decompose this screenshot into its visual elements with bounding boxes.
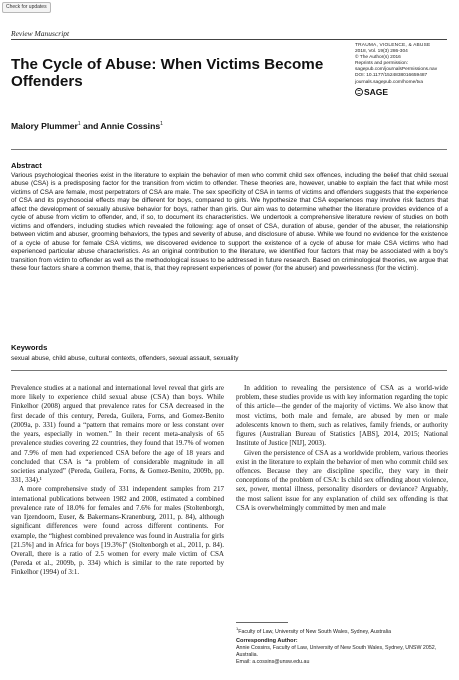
journal-homepage-link[interactable]: journals.sagepub.com/home/tva xyxy=(355,79,423,85)
author-name: Annie Cossins xyxy=(100,121,161,131)
affiliation-text: Faculty of Law, University of New South Wales, Sydney, Australia xyxy=(238,628,392,635)
journal-name: TRAUMA, VIOLENCE, & ABUSE xyxy=(355,43,431,48)
author-affiliation-marker: 1 xyxy=(77,121,81,128)
corresponding-email[interactable]: Email: a.cossins@unsw.edu.au xyxy=(236,658,310,665)
abstract-divider xyxy=(11,149,447,150)
article-type-label: Review Manuscript xyxy=(11,29,70,38)
affiliation-marker: 1 xyxy=(236,626,239,631)
body-paragraph: A more comprehensive study of 331 independent samples from 217 international publications between 1982 and 2008, estimated a combined prevalence rate of 18.0% for females and 7.6% for males (Stoltenborgh, van Ijzendoorn, Euser, & Bakermans-Kranenburg, 2011, p. 84), although significant differences were found across different continents. For example, the “highest combined prevalence was found in Australia for girls [21.5%] and in Africa for boys [19.3%]” (Stoltenborgh et al., 2011, p. 84). Overall, there is a ratio of 2.5 women for every male victim of CSA (Pereda et al., 2009b, p. 334) which is similar to the rate reported by Finkelhor (1994) of 3:1. xyxy=(11,485,224,577)
journal-reprints: Reprints and permission: xyxy=(355,61,409,67)
affiliation-note xyxy=(236,626,451,635)
permissions-link[interactable]: sagepub.com/journalsPermissions.nav xyxy=(355,67,438,73)
footnote xyxy=(236,626,451,665)
check-for-updates-button[interactable]: Check for updates xyxy=(2,2,51,13)
body-column-right xyxy=(236,384,448,513)
author-name: Malory Plummer xyxy=(11,121,78,131)
author-affiliation-marker: 1 xyxy=(160,121,163,128)
author-line xyxy=(11,121,163,131)
doi-link[interactable]: DOI: 10.1177/1524838016659487 xyxy=(355,73,428,79)
body-column-left xyxy=(11,384,224,578)
body-paragraph: Given the persistence of CSA as a worldwide problem, various theories exist in the literature to explain the behavior of men who commit child sex offences. Because they are discipline specific, they vary in their conceptions of the problem of CSA: Is child sex offending about violence, sex, power, mental illness, personality disorders or deviance? Arguably, the most salient issue for any explanation of child sex offending is that CSA is overwhelmingly committed by men and male xyxy=(236,448,448,512)
keywords-divider xyxy=(11,370,447,371)
author-joiner: and xyxy=(83,121,99,131)
keywords-text: sexual abuse, child abuse, cultural contexts, offenders, sexual assault, sexuality xyxy=(11,355,239,362)
abstract-heading: Abstract xyxy=(11,161,42,170)
keywords-heading: Keywords xyxy=(11,343,48,352)
header-divider xyxy=(11,39,447,40)
journal-volume: 2018, Vol. 19(3) 286-304 xyxy=(355,49,408,55)
corresponding-author-text: Annie Cossins, Faculty of Law, University of New South Wales, Sydney, UNSW 2052, Australia. xyxy=(236,645,437,658)
body-paragraph: In addition to revealing the persistence of CSA as a world-wide problem, these studies provide us with key information regarding the topic of this article—the gender of the majority of victims. We also know that most victims, both male and female, are abused by men or male adolescents known to them, such as relatives, family friends, or authority figures (Australian Bureau of Statistics [ABS], 2014, 2015; National Institute of Justice [NIJ], 2003). xyxy=(236,384,448,448)
publisher-logo xyxy=(355,87,455,97)
abstract-text: Various psychological theories exist in the literature to explain the behavior of men who commit child sex offences, including the belief that child sexual abuse (CSA) is a predisposing factor for the transition from victim to offender. These theories are, however, unable to explain the fact that while most victims of CSA are female, most perpetrators of CSA are male. The sex specificity of CSA in terms of victims and offenders suggests that the experience of CSA and its psychosocial effects may be different for boys, compared to girls. We hypothesize that CSA experiences may involve risk factors that affect the development of sexually abusive behavior for boys, rather than girls. Our aim was to determine whether the literature provides evidence of a cycle of abuse from victim to offender, and, if so, to document its characteristics. We undertook a comprehensive literature review of studies on both victims and offenders, including studies which revealed the following: age of onset of CSA, duration of abuse, gender of the abuser, the relationship between victim and abuser, grooming behaviors, the types and severity of abuse, and disclosure of abuse. While we found no evidence for the existence of a cycle of abuse for female CSA victims, we discovered evidence to support the existence of a cycle of abuse for male CSA victims who had experienced particular abuse characteristics. As an original contribution to the literature, we identified four factors that may be associated with a boy's transition from victim to offender as well as the methodological issues to be addressed in future research. Based on criminological theories, we argue that these four factors share a common theme, that is, that they represent experiences of power (for the abuser) and powerlessness (for the victim). xyxy=(11,172,448,272)
publisher-name: SAGE xyxy=(364,86,389,97)
footnote-divider xyxy=(236,622,288,623)
body-paragraph: Prevalence studies at a national and international level reveal that girls are more likely to experience child sexual abuse (CSA) than boys. While Finkelhor (2008) argued that prevalence rates for CSA decreased in the first decade of this century, Pereda, Guilera, Forns, and Gomez-Benito (2009a, p. 331) found a “pattern that remains more or less constant over the years, especially in women.” In their recent meta-analysis of 65 prevalence studies covering 22 countries, they found that 19.7% of women and 7.9% of men had experienced CSA before the age of 18 years and concluded that CSA is “a problem of considerable magnitude in all societies analyzed” (Pereda, Guilera, Forns, & Gomez-Benito, 2009b, pp. 331, 334).¹ xyxy=(11,384,224,485)
journal-info xyxy=(355,43,455,97)
article-title: The Cycle of Abuse: When Victims Become Offenders xyxy=(11,56,324,90)
sage-logo-icon xyxy=(355,88,363,96)
corresponding-author-heading: Corresponding Author: xyxy=(236,638,298,645)
journal-copyright: © The Author(s) 2016 xyxy=(355,55,401,61)
